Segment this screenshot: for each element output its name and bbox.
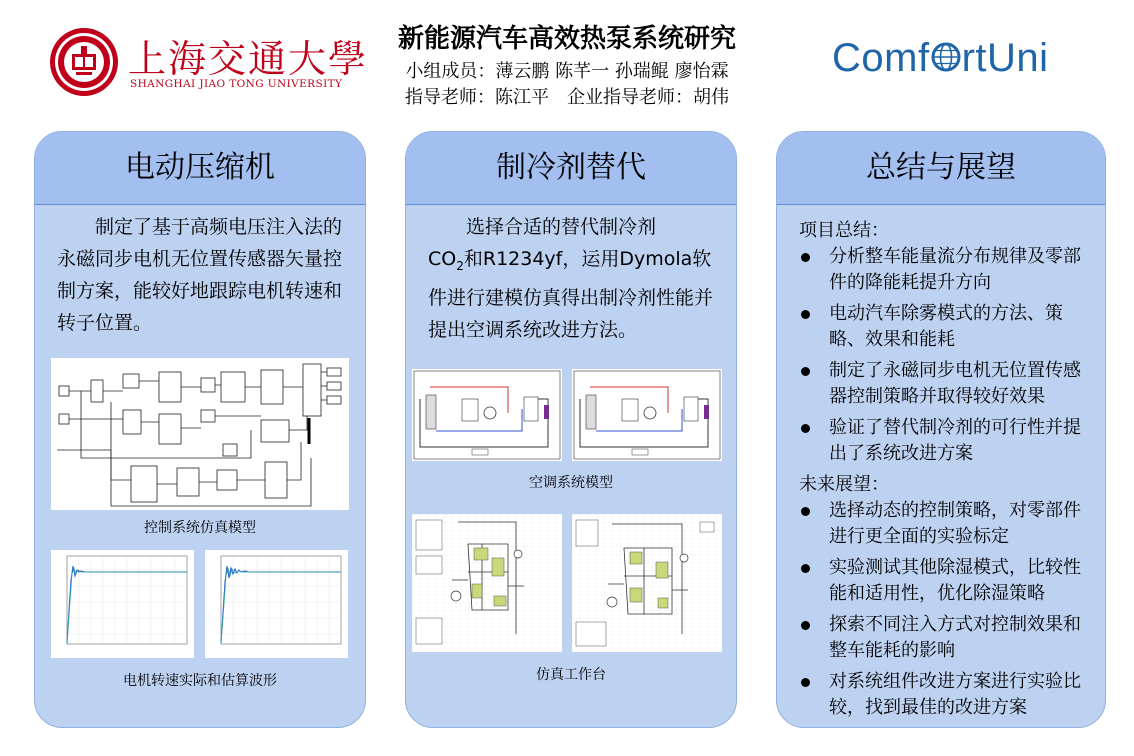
panel-electric-compressor <box>34 131 366 728</box>
body-rest: 和R1234yf，运用Dymola软件进行建模仿真得出制冷剂性能并提出空调系统改进方法。 <box>428 248 714 341</box>
list-item-text: 分析整车能量流分布规律及零部件的降能耗提升方向 <box>829 246 1081 293</box>
simulation-bench-figure-2 <box>572 514 722 652</box>
list-item <box>797 498 1091 550</box>
list-item-text: 实验测试其他除湿模式，比较性能和适用性，优化除湿策略 <box>829 557 1081 604</box>
list-item-text: 制定了永磁同步电机无位置传感器控制策略并取得较好效果 <box>829 360 1081 407</box>
speed-waveform-plot-estimated <box>205 550 348 658</box>
bullet-icon <box>801 310 810 319</box>
bullet-icon <box>801 424 810 433</box>
list-item-text: 选择动态的控制策略，对零部件进行更全面的实验标定 <box>829 500 1081 547</box>
list-item <box>797 612 1091 664</box>
simulation-bench-figure-1 <box>412 514 562 652</box>
figure-caption: 仿真工作台 <box>536 667 606 683</box>
bullet-icon <box>801 621 810 630</box>
body-line-1: 选择合适的替代制冷剂 <box>428 216 657 238</box>
bullet-icon <box>801 367 810 376</box>
list-item-text: 电动汽车除雾模式的方法、策略、效果和能耗 <box>829 303 1063 350</box>
university-name-cn: 上海交通大學 <box>128 37 369 81</box>
company-logo-suffix: rtUni <box>961 36 1049 80</box>
summary-heading: 项目总结： <box>799 220 889 241</box>
figure-caption: 空调系统模型 <box>529 475 613 491</box>
panel-heading: 总结与展望 <box>777 132 1105 205</box>
panel-heading: 制冷剂替代 <box>406 132 736 205</box>
list-item <box>797 555 1091 607</box>
company-logo <box>832 36 1049 81</box>
bullet-icon <box>801 678 810 687</box>
team-members: 小组成员：薄云鹏 陈芊一 孙瑞鲲 廖怡霖 <box>405 61 729 82</box>
company-logo-prefix: Comf <box>832 36 930 80</box>
control-system-model-figure <box>51 358 349 510</box>
speed-waveform-plot-actual <box>51 550 194 658</box>
panel-refrigerant-substitution <box>405 131 737 728</box>
ac-system-model-figure-1 <box>412 369 562 461</box>
list-item-text: 验证了替代制冷剂的可行性并提出了系统改进方案 <box>829 417 1081 464</box>
bullet-icon <box>801 253 810 262</box>
list-item <box>797 415 1091 467</box>
figure-caption: 电机转速实际和估算波形 <box>123 673 277 689</box>
list-item <box>797 244 1091 296</box>
co2-subscript: 2 <box>456 258 464 273</box>
list-item-text: 探索不同注入方式对控制效果和整车能耗的影响 <box>829 614 1081 661</box>
panel-body-text <box>428 211 724 346</box>
sjtu-emblem-icon <box>48 26 120 98</box>
panel-summary-outlook <box>776 131 1106 728</box>
co2-text: CO <box>428 248 457 270</box>
summary-list <box>797 244 1091 472</box>
panel-heading: 电动压缩机 <box>35 132 365 205</box>
bullet-icon <box>801 564 810 573</box>
future-heading: 未来展望： <box>799 474 889 495</box>
list-item <box>797 669 1091 721</box>
advisors: 指导老师：陈江平 企业指导老师：胡伟 <box>405 87 729 108</box>
ac-system-model-figure-2 <box>572 369 722 461</box>
panel-body-text: 制定了基于高频电压注入法的永磁同步电机无位置传感器矢量控制方案，能较好地跟踪电机转速和转子位置。 <box>57 216 343 334</box>
bullet-icon <box>801 507 810 516</box>
list-item <box>797 301 1091 353</box>
globe-icon <box>930 41 962 73</box>
list-item-text: 对系统组件改进方案进行实验比较，找到最佳的改进方案 <box>829 671 1081 718</box>
future-list <box>797 498 1091 726</box>
figure-caption: 控制系统仿真模型 <box>144 520 256 536</box>
list-item <box>797 358 1091 410</box>
poster-title: 新能源汽车高效热泵系统研究 <box>397 24 736 54</box>
university-name-en: SHANGHAI JIAO TONG UNIVERSITY <box>130 78 343 90</box>
